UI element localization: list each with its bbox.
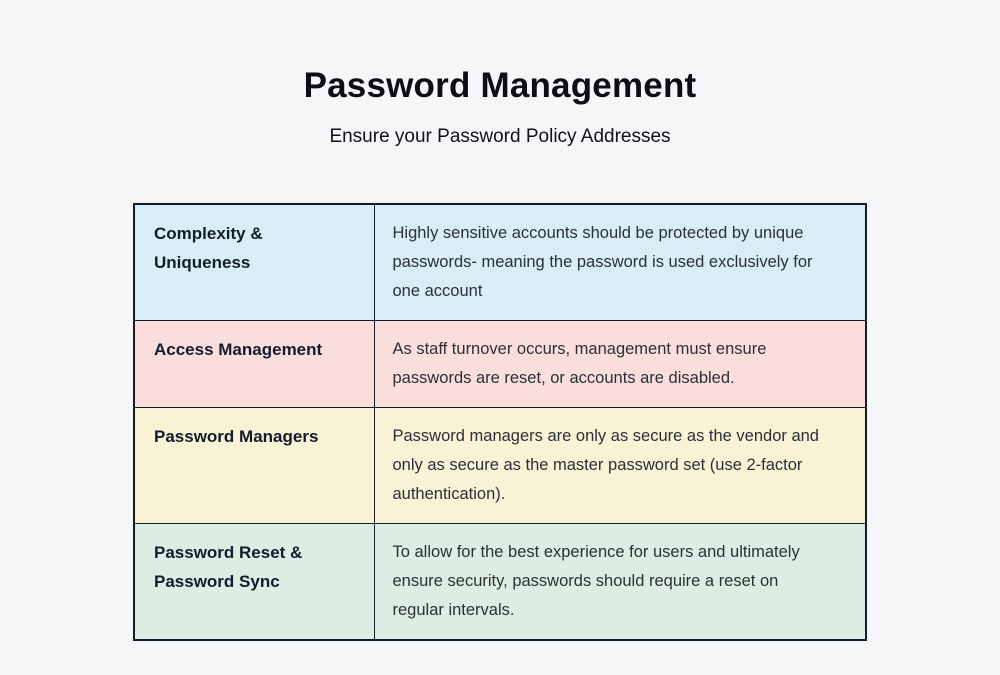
policy-description-cell: Highly sensitive accounts should be protected by unique passwords- meaning the password is used exclusively for one account: [374, 204, 866, 321]
policy-label-cell: Access Management: [134, 321, 374, 408]
policy-table-body: [134, 204, 866, 640]
policy-description-cell: To allow for the best experience for users and ultimately ensure security, passwords should require a reset on regular intervals.: [374, 524, 866, 641]
table-row: [134, 524, 866, 641]
table-row: [134, 204, 866, 321]
table-row: [134, 321, 866, 408]
table-row: [134, 408, 866, 524]
page-title: Password Management: [303, 66, 697, 105]
policy-label-cell: Password Reset & Password Sync: [134, 524, 374, 641]
policy-label-cell: Password Managers: [134, 408, 374, 524]
page-subtitle: Ensure your Password Policy Addresses: [329, 126, 671, 147]
policy-description-cell: As staff turnover occurs, management must ensure passwords are reset, or accounts are disabled.: [374, 321, 866, 408]
policy-description-cell: Password managers are only as secure as the vendor and only as secure as the master password set (use 2-factor authentication).: [374, 408, 866, 524]
password-policy-table: [133, 203, 867, 641]
policy-label-cell: Complexity & Uniqueness: [134, 204, 374, 321]
